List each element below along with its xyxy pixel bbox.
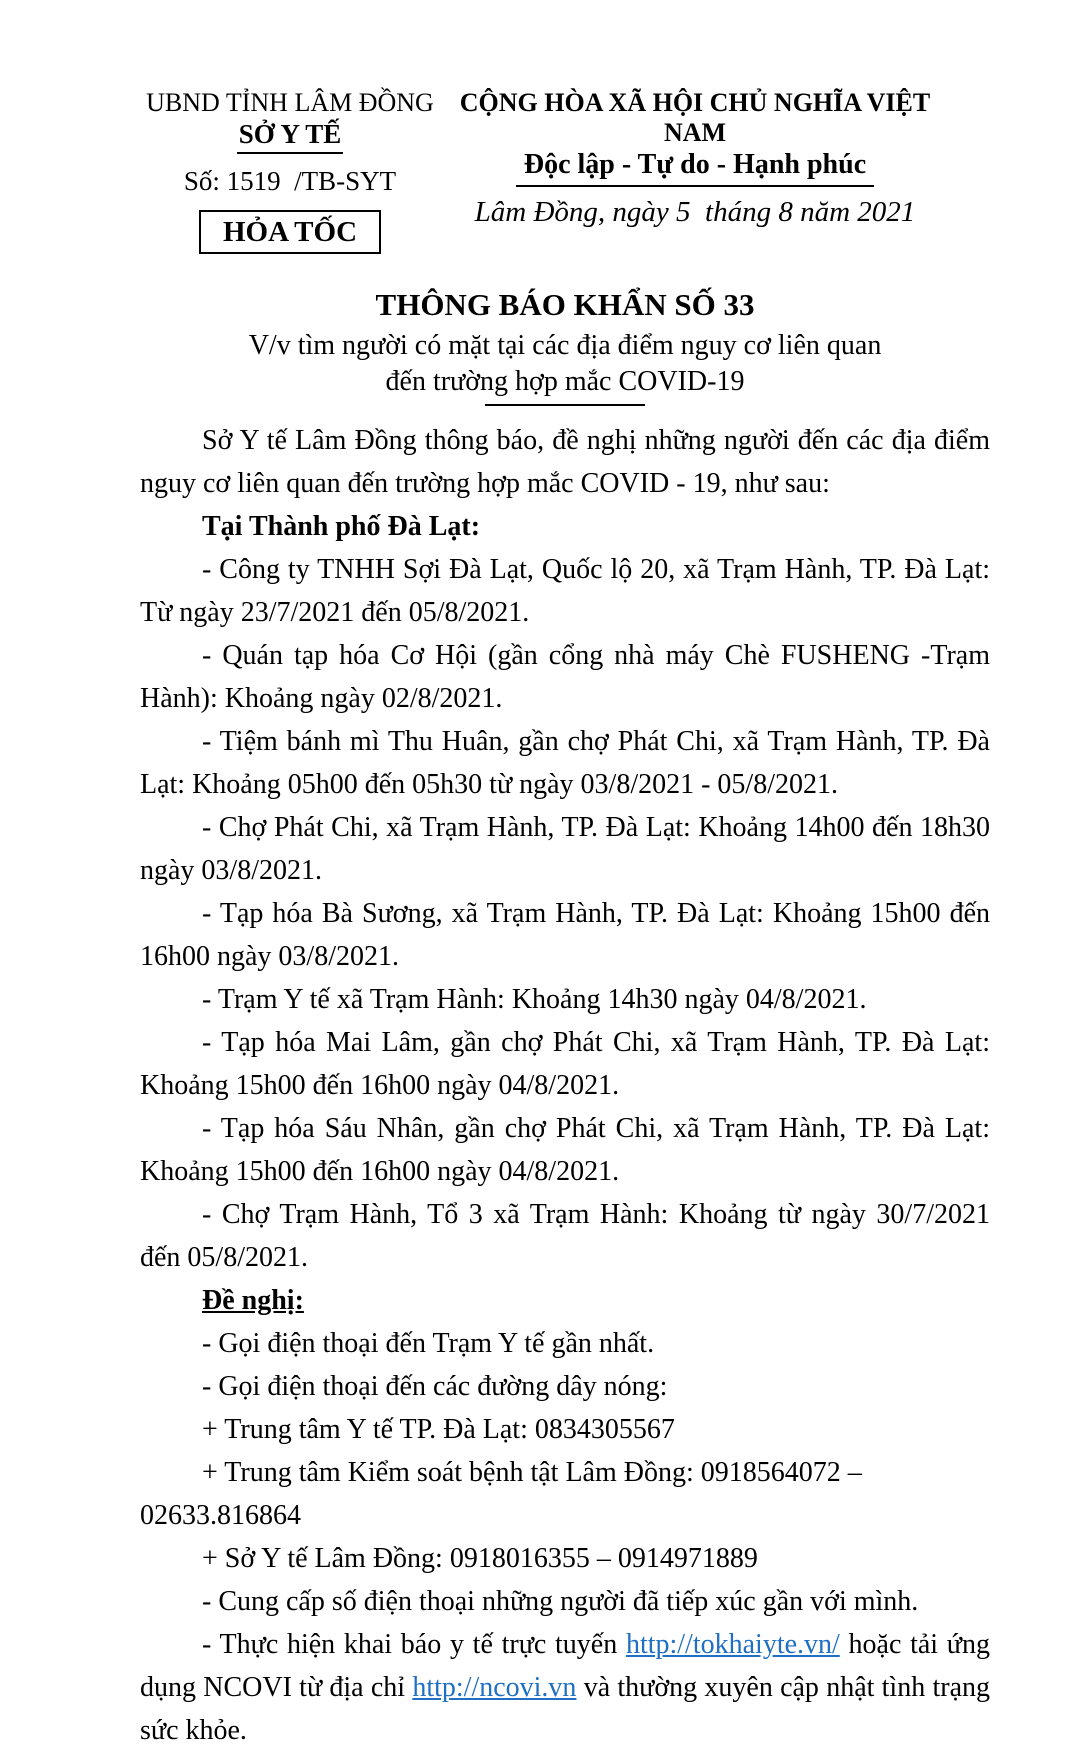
online-part1: - Thực hiện khai báo y tế trực tuyến	[202, 1629, 626, 1660]
location-item: - Tạp hóa Sáu Nhân, gần chợ Phát Chi, xã Trạm Hành, TP. Đà Lạt: Khoảng 15h00 đến 16h00 ngày 04/8/2021.	[140, 1113, 990, 1187]
doc-number: Số: 1519 /TB-SYT	[183, 166, 397, 196]
org-name: UBND TỈNH LÂM ĐỒNG	[146, 88, 434, 117]
location-item: - Chợ Phát Chi, xã Trạm Hành, TP. Đà Lạt: Khoảng 14h00 đến 18h30 ngày 03/8/2021.	[140, 812, 990, 886]
subtitle-underline	[485, 404, 645, 406]
notice-subtitle	[140, 328, 990, 406]
request-item: - Gọi điện thoại đến các đường dây nóng:	[202, 1371, 668, 1402]
notice-subtitle-line1: V/v tìm người có mặt tại các địa điểm nguy cơ liên quan	[248, 330, 882, 361]
tokhaiyte-link[interactable]: http://tokhaiyte.vn/	[625, 1629, 840, 1660]
location-item: - Quán tạp hóa Cơ Hội (gần cổng nhà máy Chè FUSHENG -Trạm Hành): Khoảng ngày 02/8/2021.	[140, 640, 990, 714]
location-item: - Công ty TNHH Sợi Đà Lạt, Quốc lộ 20, xã Trạm Hành, TP. Đà Lạt: Từ ngày 23/7/2021 đến 05/8/2021.	[140, 554, 990, 628]
location-item: - Trạm Y tế xã Trạm Hành: Khoảng 14h30 ngày 04/8/2021.	[202, 984, 867, 1015]
request-item: + Trung tâm Y tế TP. Đà Lạt: 0834305567	[202, 1414, 675, 1445]
national-title: CỘNG HÒA XÃ HỘI CHỦ NGHĨA VIỆT NAM	[459, 88, 931, 147]
request-item: - Gọi điện thoại đến Trạm Y tế gần nhất.	[202, 1328, 655, 1359]
request-heading-line	[140, 1279, 990, 1322]
document-header	[140, 88, 990, 254]
urgent-stamp: HỎA TỐC	[199, 210, 381, 254]
location-item: - Chợ Trạm Hành, Tổ 3 xã Trạm Hành: Khoảng từ ngày 30/7/2021 đến 05/8/2021.	[140, 1199, 990, 1273]
online-part3: và thường xuyên cập nhật tình trạng sức khỏe.	[140, 1672, 991, 1746]
location-item: - Tạp hóa Bà Sương, xã Trạm Hành, TP. Đà Lạt: Khoảng 15h00 đến 16h00 ngày 03/8/2021.	[140, 898, 990, 972]
national-motto: Độc lập - Tự do - Hạnh phúc	[516, 149, 874, 187]
request-item: + Trung tâm Kiểm soát bệnh tật Lâm Đồng: 0918564072 – 02633.816864	[140, 1457, 862, 1531]
date-place-line: Lâm Đồng, ngày 5 tháng 8 năm 2021	[474, 196, 916, 228]
document-body	[140, 419, 990, 1752]
location-item: - Tạp hóa Mai Lâm, gần chợ Phát Chi, xã Trạm Hành, TP. Đà Lạt: Khoảng 15h00 đến 16h00 ngày 04/8/2021.	[140, 1027, 990, 1101]
notice-title: THÔNG BÁO KHẨN SỐ 33	[375, 287, 755, 322]
header-right	[440, 88, 950, 229]
request-item: + Sở Y tế Lâm Đồng: 0918016355 – 0914971889	[202, 1543, 758, 1574]
ncovi-link[interactable]: http://ncovi.vn	[412, 1672, 577, 1703]
request-item: - Cung cấp số điện thoại những người đã tiếp xúc gần với mình.	[202, 1586, 919, 1617]
location-item: - Tiệm bánh mì Thu Huân, gần chợ Phát Chi, xã Trạm Hành, TP. Đà Lạt: Khoảng 05h00 đến 05h30 từ ngày 03/8/2021 - 05/8/2021.	[140, 726, 990, 800]
section-heading-dalat: Tại Thành phố Đà Lạt:	[202, 511, 481, 542]
request-heading: Đề nghị:	[202, 1285, 304, 1316]
intro-paragraph: Sở Y tế Lâm Đồng thông báo, đề nghị những người đến các địa điểm nguy cơ liên quan đến trường hợp mắc COVID - 19, như sau:	[140, 425, 990, 499]
paragraph-online-declaration	[140, 1623, 990, 1752]
notice-subtitle-line2: đến trường hợp mắc COVID-19	[385, 366, 745, 397]
online-part2: hoặc tải ứng dụng NCOVI từ địa chỉ	[140, 1629, 990, 1703]
header-left	[140, 88, 440, 254]
dept-name: SỞ Y TẾ	[237, 119, 344, 154]
